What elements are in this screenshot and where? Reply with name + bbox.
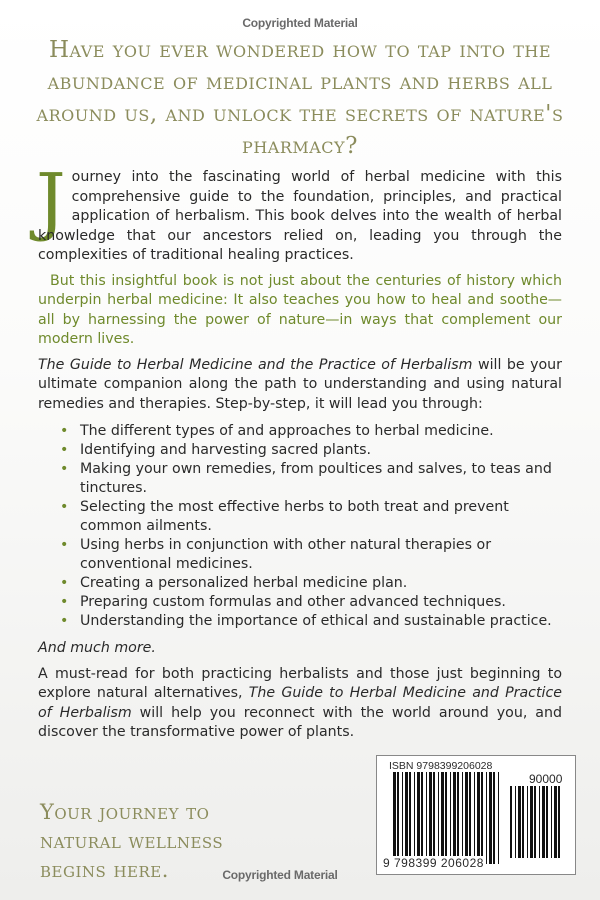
barcode-bar <box>433 772 435 864</box>
feature-text: Identifying and harvesting sacred plants. <box>80 442 372 458</box>
feature-item <box>60 460 562 498</box>
barcode-bar <box>515 786 516 858</box>
barcode-bar <box>429 772 432 864</box>
barcode-bar <box>438 772 439 864</box>
feature-item <box>60 422 562 441</box>
closing-line: natural wellness <box>40 829 224 853</box>
feature-text: Understanding the importance of ethical and sustainable practice. <box>80 613 552 629</box>
feature-text: Creating a personalized herbal medicine plan. <box>80 575 408 591</box>
barcode-bar <box>397 772 399 864</box>
copyright-watermark: Copyrighted Material <box>242 16 358 30</box>
copyright-watermark-bottom: Copyrighted Material <box>222 868 338 882</box>
feature-text: The different types of and approaches to herbal medicine. <box>80 423 494 439</box>
mustread-paragraph <box>38 665 562 743</box>
feature-text: Using herbs in conjunction with other natural therapies or conventional medicines. <box>80 537 492 572</box>
feature-item <box>60 612 562 631</box>
barcode-bar <box>465 772 468 864</box>
barcode-bar <box>558 786 560 858</box>
feature-item <box>60 574 562 593</box>
barcode-bar <box>489 772 492 864</box>
companion-text: will be your ultimate companion along the path to understanding and using natural remedies and therapies. Step-by-step, it will lead you through: <box>38 356 562 412</box>
barcode-bar <box>426 772 427 864</box>
price-addon: 90000 <box>529 772 563 786</box>
addon-bars <box>510 786 565 858</box>
barcode-bar <box>539 786 540 858</box>
barcode-bar <box>530 786 533 858</box>
book-title: The Guide to Herbal Medicine and the Practice of Herbalism <box>38 356 473 373</box>
barcode-digits: 9 798399 206028 <box>383 856 484 870</box>
isbn-barcode <box>376 755 576 875</box>
feature-item <box>60 536 562 574</box>
barcode-bar <box>474 772 475 864</box>
barcode-bar <box>453 772 456 864</box>
barcode-bar <box>477 772 480 864</box>
barcode-bar <box>551 786 552 858</box>
feature-item <box>60 593 562 612</box>
companion-paragraph <box>38 356 562 415</box>
feature-text: Selecting the most effective herbs to both treat and prevent common ailments. <box>80 499 509 534</box>
bullet-icon: • <box>60 423 69 439</box>
feature-text: Making your own remedies, from poultices and salves, to teas and tinctures. <box>80 461 552 496</box>
feature-item <box>60 498 562 536</box>
barcode-bar <box>414 772 415 864</box>
barcode-bar <box>402 772 403 864</box>
barcode-bar <box>441 772 444 864</box>
barcode-bar <box>542 786 545 858</box>
bullet-icon: • <box>60 594 69 610</box>
intro-text: ourney into the fascinating world of herbal medicine with this comprehensive guide to the foundation, principles, and practical application of herbalism. This book delves into the wealth of herbal knowledge that our ancestors relied on, leading you through the complexities of traditional healing practices. <box>38 169 562 263</box>
bullet-icon: • <box>60 442 69 458</box>
barcode-bar <box>417 772 420 864</box>
closing-line: Your journey to <box>40 800 210 824</box>
barcode-bar <box>445 772 447 864</box>
feature-list <box>38 422 562 631</box>
barcode-bar <box>498 772 499 864</box>
barcode-bar <box>518 786 521 858</box>
barcode-bar <box>405 772 408 864</box>
and-more-text: And much more. <box>38 640 156 656</box>
feature-text: Preparing custom formulas and other advanced techniques. <box>80 594 506 610</box>
barcode-bar <box>486 772 487 864</box>
barcode-bar <box>481 772 483 864</box>
barcode-bar <box>522 786 524 858</box>
barcode-bar <box>546 786 548 858</box>
and-more <box>38 639 562 659</box>
barcode-bar <box>469 772 471 864</box>
barcode-bar <box>393 772 396 864</box>
bullet-icon: • <box>60 499 69 515</box>
barcode-bar <box>527 786 528 858</box>
barcode-bar <box>510 786 512 858</box>
barcode-bars <box>393 772 501 864</box>
mustread-pre: A must-read for both practicing herbalists and those just beginning to explore natural alternatives, <box>38 665 562 701</box>
headline: Have you ever wondered how to tap into the abundance of medicinal plants and herbs all around us, and unlock the secrets of nature's pharmacy? <box>36 37 564 159</box>
barcode-bar <box>450 772 451 864</box>
barcode-bar <box>493 772 495 864</box>
book-title-2: The Guide to Herbal Medicine and Practice of Herbalism <box>38 685 563 721</box>
barcode-bar <box>409 772 411 864</box>
barcode-bar <box>554 786 557 858</box>
body-text <box>36 158 563 749</box>
mustread-post: will help you reconnect with the world around you, and discover the transformative power of plants. <box>38 704 563 740</box>
feature-item <box>60 441 562 460</box>
barcode-bar <box>421 772 423 864</box>
drop-cap: J <box>36 158 66 244</box>
bullet-icon: • <box>60 613 69 629</box>
barcode-bar <box>457 772 459 864</box>
bullet-icon: • <box>60 537 69 553</box>
bullet-icon: • <box>60 575 69 591</box>
bullet-icon: • <box>60 461 69 477</box>
barcode-bar <box>534 786 536 858</box>
barcode-bar <box>462 772 463 864</box>
intro-paragraph <box>36 158 562 266</box>
isbn-label: ISBN 9798399206028 <box>389 760 493 772</box>
closing-line: begins here. <box>40 858 169 882</box>
green-paragraph: But this insightful book is not just about the centuries of history which underpin herbal medicine: It also teaches you how to heal and soothe—all by harnessing the power of nature—in ways that complement our modern lives. <box>38 272 562 347</box>
